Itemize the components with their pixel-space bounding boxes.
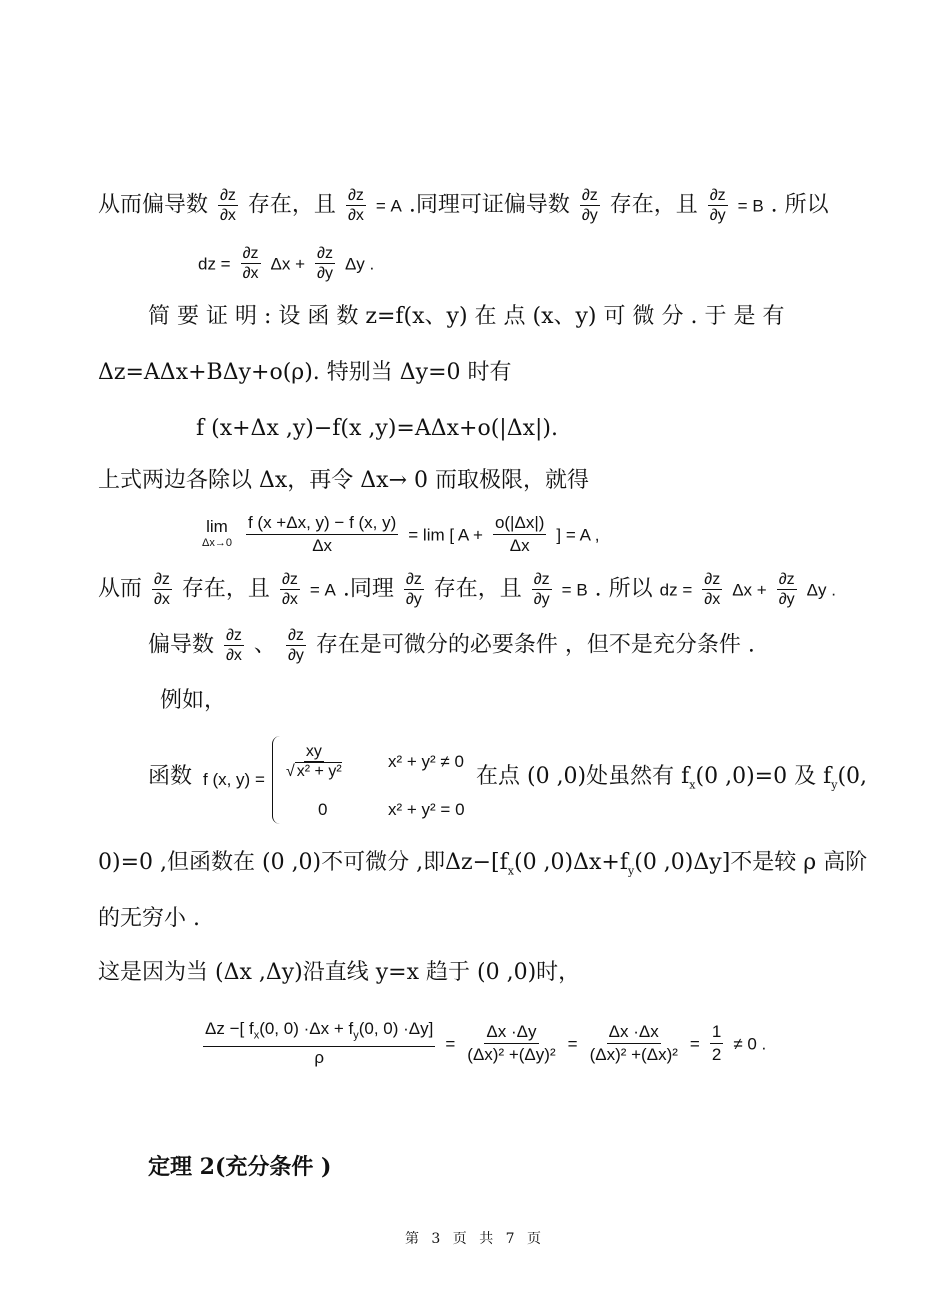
- text: . 所以: [594, 576, 653, 602]
- fraction-increment: $\frac{\Delta z -[ f_x(0, 0) \cdot\Delta x + f_y(0, 0) \cdot\Delta y]}{\rho}$: [205, 1019, 434, 1068]
- fraction-difference: $\frac{f (x +\Delta x, y) - f (x, y)}{\Delta x}$: [247, 513, 397, 555]
- piece2-condition: x² + y² = 0: [388, 800, 465, 819]
- function-after: [476, 762, 867, 800]
- fraction-ratio2: $\frac{\Delta x \cdot\Delta x}{\text{(Δx)² +(Δx)²}}$: [589, 1022, 678, 1065]
- subscript: x: [689, 778, 696, 792]
- final-end: ≠ 0 .: [733, 1034, 767, 1054]
- fraction-dz-dy: $\frac{\partial z}{\partial y}$: [287, 627, 304, 664]
- separator: 、: [253, 632, 276, 658]
- limit: lim Δx→0: [202, 516, 232, 549]
- text: .同理: [342, 576, 394, 602]
- function-fxy: f (x, y) =: [203, 770, 265, 789]
- fraction-dz-dy: $\frac{\partial z}{\partial y}$: [405, 571, 422, 608]
- proof-eq2: f (x+Δx ,y)−f(x ,y)=AΔx+o(|Δx|).: [196, 416, 558, 441]
- infinitesimal-text: 的无穷小 .: [98, 906, 200, 931]
- proof-intro: 简 要 证 明 : 设 函 数 z=f(x、y) 在 点 (x、y) 可 微 分 . 于 是 有: [148, 304, 785, 329]
- fraction-dz-dy: $\frac{\partial z}{\partial y}$: [533, 571, 550, 608]
- necessary-condition: [148, 626, 755, 665]
- text: 存在，且: [609, 192, 698, 218]
- proof-eq1: Δz=AΔx+BΔy+o(ρ). 特别当 Δy=0 时有: [98, 360, 512, 385]
- equals-a: = A: [309, 580, 336, 600]
- text: 偏导数: [148, 632, 215, 658]
- dz: dz =: [198, 254, 231, 274]
- text: 从而偏导数: [98, 192, 209, 218]
- term: Δy .: [344, 254, 375, 274]
- text: 在点 (0 ,0)处虽然有 f: [476, 764, 690, 789]
- example-label: 例如，: [160, 688, 227, 713]
- fraction-dz-dx: $\frac{\partial z}{\partial x}$: [281, 571, 298, 608]
- proof-text2: 上式两边各除以 Δx，再令 Δx→ 0 而取极限，就得: [98, 468, 589, 493]
- text: 存在是可微分的必要条件 ，但不是充分条件 .: [315, 632, 755, 658]
- text: 从而: [98, 576, 143, 602]
- para-partial-exists: [98, 186, 829, 225]
- fraction-xy: $\frac{xy}{\text{√ x² + y²}}$: [286, 743, 342, 780]
- fraction-half: $\frac{1}{2}$: [711, 1022, 722, 1065]
- fraction-ratio1: $\frac{\Delta x \cdot\Delta y}{\text{(Δx)² +(Δy)²}}$: [467, 1022, 556, 1065]
- limit-end: ] = A ,: [556, 525, 600, 545]
- theorem-heading: 定理 2(充分条件 ): [148, 1154, 332, 1180]
- not-differentiable: [98, 848, 867, 886]
- function-label: 函数: [148, 764, 193, 789]
- equals-b: = B: [737, 196, 764, 216]
- term: Δy .: [806, 580, 836, 600]
- fraction-dz-dy: $\frac{\partial z}{\partial y}$: [709, 187, 726, 224]
- equals-b: = B: [561, 580, 588, 600]
- fraction-dz-dx: $\frac{\partial z}{\partial x}$: [226, 627, 242, 664]
- text: 0)=0 ,但函数在 (0 ,0)不可微分 ,即Δz−[f: [98, 850, 508, 875]
- term: Δx +: [732, 580, 767, 600]
- final-equation: [200, 1018, 766, 1069]
- page-footer: 第 3 页 共 7 页: [404, 1231, 546, 1247]
- subscript: y: [628, 864, 635, 878]
- equals-a: = A: [375, 196, 402, 216]
- text: (0,: [837, 764, 868, 789]
- text: . 所以: [770, 192, 829, 218]
- text: .同理可证偏导数: [408, 192, 570, 218]
- fraction-dz-dy: $\frac{\partial z}{\partial y}$: [317, 245, 333, 282]
- text: (0 ,0)Δx+f: [513, 850, 629, 875]
- fraction-dz-dx: $\frac{\partial z}{\partial x}$: [347, 187, 364, 224]
- fraction-dz-dy: $\frac{\partial z}{\partial y}$: [778, 571, 795, 608]
- piece1-fraction: [284, 742, 344, 781]
- text: 存在，且: [181, 576, 270, 602]
- fraction-dz-dy: $\frac{\partial z}{\partial y}$: [581, 187, 598, 224]
- fraction-dz-dx: $\frac{\partial z}{\partial x}$: [242, 245, 259, 282]
- term: Δx +: [270, 254, 306, 274]
- text: 存在，且: [433, 576, 522, 602]
- limit-mid: = lim [ A +: [408, 525, 483, 545]
- piece2-value: 0: [318, 800, 328, 819]
- dz: dz =: [659, 580, 693, 600]
- equals: =: [689, 1034, 700, 1054]
- text: 存在，且: [247, 192, 336, 218]
- text: (0 ,0)=0 及 f: [695, 764, 832, 789]
- equals: =: [567, 1034, 578, 1054]
- subscript: y: [831, 778, 838, 792]
- piece1-condition: x² + y² ≠ 0: [388, 752, 464, 771]
- equals: =: [445, 1034, 456, 1054]
- piecewise-brace: [272, 736, 283, 824]
- fraction-dz-dx: $\frac{\partial z}{\partial x}$: [704, 571, 721, 608]
- subscript: x: [507, 864, 514, 878]
- fraction-dz-dx: $\frac{\partial z}{\partial x}$: [220, 187, 236, 224]
- because-text: 这是因为当 (Δx ,Δy)沿直线 y=x 趋于 (0 ,0)时，: [98, 960, 581, 985]
- fraction-o: $\frac{o(|\Delta x|)}{\Delta x}$: [494, 513, 545, 555]
- limit-equation: [202, 512, 599, 557]
- para-therefore: [98, 570, 836, 609]
- total-differential-1: [198, 244, 374, 283]
- text: (0 ,0)Δy]不是较 ρ 高阶: [634, 850, 868, 875]
- fraction-dz-dx: $\frac{\partial z}{\partial x}$: [154, 571, 170, 608]
